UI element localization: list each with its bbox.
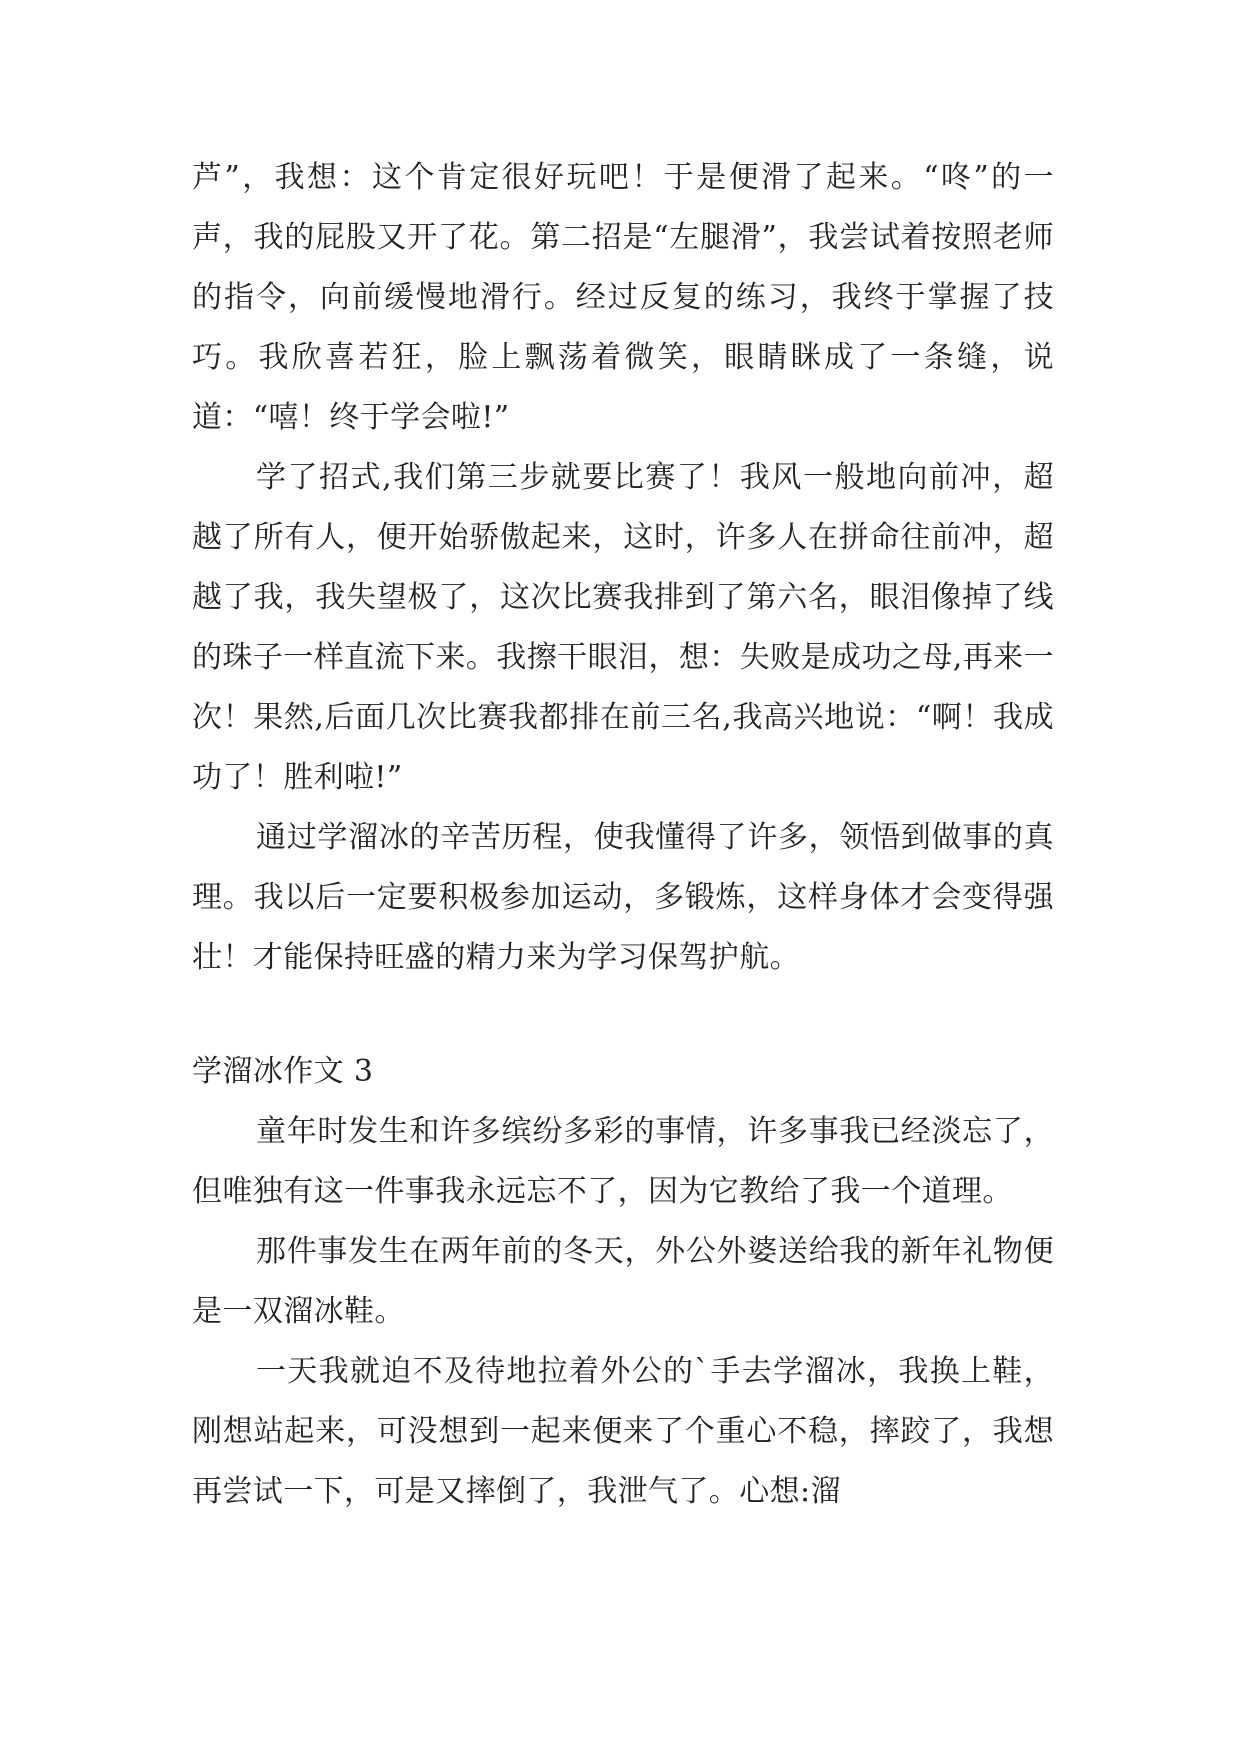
paragraph-1: 芦”，我想：这个肯定很好玩吧！于是便滑了起来。“咚”的一声，我的屁股又开了花。第二招是“左腿滑”，我尝试着按照老师的指令，向前缓慢地滑行。经过反复的练习，我终于掌握了技巧。我欣喜若狂，脸上飘荡着微笑，眼睛眯成了一条缝，说道：“嘻！终于学会啦!” [192,160,1054,435]
paragraph-4: 童年时发生和许多缤纷多彩的事情，许多事我已经淡忘了，但唯独有这一件事我永远忘不了，因为它教给了我一个道理。 [192,1114,1054,1209]
paragraph-5: 那件事发生在两年前的冬天，外公外婆送给我的新年礼物便是一双溜冰鞋。 [192,1234,1054,1329]
section-title: 学溜冰作文 3 [192,1054,374,1089]
paragraph-6: 一天我就迫不及待地拉着外公的`手去学溜冰，我换上鞋，刚想站起来，可没想到一起来便来了个重心不稳，摔跤了，我想再尝试一下，可是又摔倒了，我泄气了。心想:溜 [192,1354,1054,1509]
paragraph-2: 学了招式,我们第三步就要比赛了！我风一般地向前冲，超越了所有人，便开始骄傲起来，这时，许多人在拼命往前冲，超越了我，我失望极了，这次比赛我排到了第六名，眼泪像掉了线的珠子一样直流下来。我擦干眼泪，想：失败是成功之母,再来一次！果然,后面几次比赛我都排在前三名,我高兴地说：“啊！我成功了！胜利啦!” [192,460,1054,795]
paragraph-3: 通过学溜冰的辛苦历程，使我懂得了许多，领悟到做事的真理。我以后一定要积极参加运动，多锻炼，这样身体才会变得强壮！才能保持旺盛的精力来为学习保驾护航。 [192,820,1054,975]
document-page [192,148,1054,1522]
